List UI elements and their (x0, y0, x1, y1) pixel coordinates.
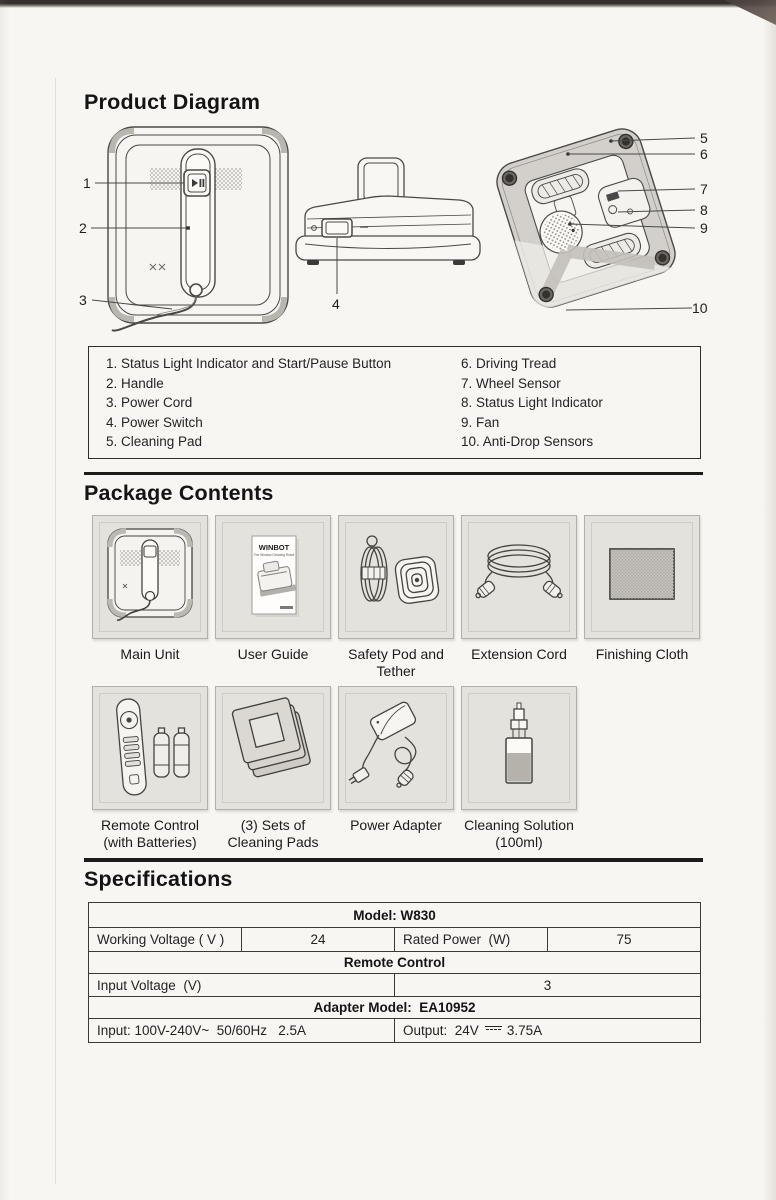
spec-adapter-input: Input: 100V-240V~ 50/60Hz 2.5A (89, 1019, 395, 1043)
photo-top-edge (0, 0, 776, 8)
package-item-label: Safety Pod and Tether (348, 646, 444, 679)
cleaning-solution-icon (468, 693, 570, 803)
package-item-label: User Guide (237, 646, 309, 662)
package-item-power-adapter (338, 686, 454, 834)
package-item-label: (3) Sets of Cleaning Pads (227, 817, 319, 850)
package-item-main-unit (92, 515, 208, 663)
parts-list-item: 10. Anti-Drop Sensors (461, 434, 594, 450)
power-adapter-panel (338, 686, 454, 810)
parts-list-item: 4. Power Switch (106, 414, 203, 430)
extension-cord-icon (468, 522, 570, 632)
cleaning-solution-panel (461, 686, 577, 810)
package-item-user-guide (215, 515, 331, 663)
callout-2: 2 (79, 220, 87, 236)
main-unit-icon (99, 522, 201, 632)
callout-10: 10 (692, 300, 708, 316)
package-item-cleaning-pads (215, 686, 331, 851)
spec-model-header: Model: W830 (89, 903, 701, 928)
parts-list-item: 7. Wheel Sensor (461, 375, 561, 391)
front-view-illustration (108, 127, 288, 331)
section-divider (84, 472, 703, 475)
side-view-illustration (296, 158, 480, 265)
spec-remote-header: Remote Control (89, 952, 701, 974)
photo-right-edge (762, 0, 776, 1200)
spec-rated-power-label: Rated Power (W) (395, 928, 548, 952)
product-diagram-illustration (55, 116, 760, 344)
photo-left-edge (0, 0, 10, 1200)
package-item-label: Finishing Cloth (595, 646, 689, 662)
finishing-cloth-panel (584, 515, 700, 639)
remote-control-panel (92, 686, 208, 810)
callout-6: 6 (700, 146, 708, 162)
extension-cord-panel (461, 515, 577, 639)
package-item-label: Cleaning Solution (100ml) (464, 817, 574, 850)
parts-list-item: 1. Status Light Indicator and Start/Pause Button (106, 356, 392, 371)
spec-working-voltage-label: Working Voltage ( V ) (89, 928, 242, 952)
package-item-remote-control (92, 686, 208, 851)
cleaning-pads-icon (222, 693, 324, 803)
user-guide-panel (215, 515, 331, 639)
package-item-safety-pod (338, 515, 454, 680)
parts-list-item: 3. Power Cord (106, 395, 193, 411)
spec-rated-power-value: 75 (548, 928, 701, 952)
section-title-package-contents: Package Contents (84, 481, 274, 505)
parts-list-left-column (106, 354, 456, 452)
callout-1: 1 (83, 175, 91, 191)
callout-8: 8 (700, 202, 708, 218)
finishing-cloth-icon (591, 522, 693, 632)
section-title-specifications: Specifications (84, 867, 233, 891)
package-item-label: Power Adapter (350, 817, 442, 833)
spec-working-voltage-value: 24 (242, 928, 395, 952)
safety-pod-panel (338, 515, 454, 639)
power-adapter-icon (345, 693, 447, 803)
package-item-cleaning-solution (461, 686, 577, 851)
parts-list-item: 2. Handle (106, 375, 164, 391)
dc-symbol-icon (485, 1026, 502, 1034)
parts-list-right-column (461, 354, 696, 452)
spec-input-voltage-label: Input Voltage (V) (89, 974, 395, 997)
spec-adapter-header: Adapter Model: EA10952 (89, 997, 701, 1019)
callout-4: 4 (332, 296, 340, 312)
safety-pod-tether-icon (345, 522, 447, 632)
section-title-product-diagram: Product Diagram (84, 90, 261, 114)
specifications-table (88, 902, 701, 1043)
package-item-label: Remote Control (with Batteries) (100, 817, 200, 850)
package-item-label: Main Unit (120, 646, 180, 662)
spec-input-voltage-value: 3 (395, 974, 701, 997)
cleaning-pads-panel (215, 686, 331, 810)
callout-3: 3 (79, 292, 87, 308)
spec-adapter-output: Output: 24V 3.75A (395, 1019, 701, 1043)
package-item-extension-cord (461, 515, 577, 663)
remote-control-icon (99, 693, 201, 803)
section-divider (84, 858, 703, 862)
user-guide-brand: WINBOT (258, 543, 290, 552)
package-item-label: Extension Cord (471, 646, 567, 662)
package-item-finishing-cloth (584, 515, 700, 663)
bottom-view-illustration (492, 124, 680, 312)
callout-7: 7 (700, 181, 708, 197)
main-unit-panel (92, 515, 208, 639)
callout-5: 5 (700, 130, 708, 146)
parts-list-item: 8. Status Light Indicator (461, 395, 603, 411)
parts-list-box (88, 346, 701, 459)
parts-list-item: 6. Driving Tread (461, 356, 557, 371)
parts-list-item: 5. Cleaning Pad (106, 434, 203, 450)
user-guide-tagline: The Window Cleaning Robot (253, 553, 295, 557)
callout-9: 9 (700, 220, 708, 236)
parts-list-item: 9. Fan (461, 414, 500, 430)
user-guide-icon (222, 522, 324, 632)
